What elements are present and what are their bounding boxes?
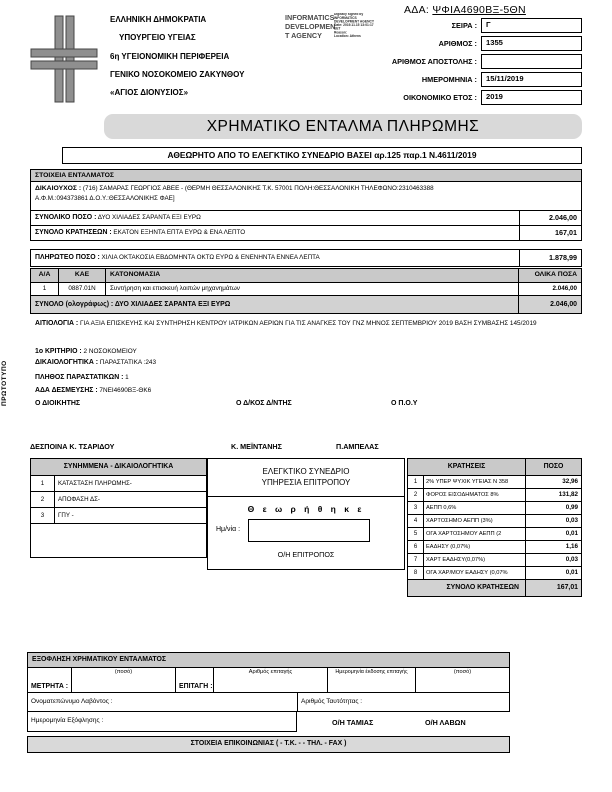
- original-watermark: ΠΡΩΤΟΤΥΠΟ: [1, 360, 8, 406]
- signatory-title-commander: Ο ΔΙΟΙΚΗΤΗΣ: [35, 400, 81, 407]
- attachment-number: 3: [31, 508, 55, 523]
- audit-box: [207, 458, 405, 570]
- signature-detail-line: INFORMATICS: [334, 16, 357, 20]
- deduction-row: [408, 476, 581, 489]
- voucher-count-note: [35, 373, 129, 383]
- settlement-section: [27, 652, 510, 732]
- org-line: ΓΕΝΙΚΟ ΝΟΣΟΚΟΜΕΙΟ ΖΑΚΥΝΘΟΥ: [110, 70, 245, 79]
- attachment-text: ΑΠΟΦΑΣΗ ΔΣ-: [58, 496, 100, 503]
- subtitle-box: ΑΘΕΩΡΗΤΟ ΑΠΟ ΤΟ ΕΛΕΓΚΤΙΚΟ ΣΥΝΕΔΡΙΟ ΒΑΣΕΙ αρ.125 παρ.1 Ν.4611/2019: [62, 147, 582, 164]
- page-title: ΧΡΗΜΑΤΙΚΟ ΕΝΤΑΛΜΑ ΠΛΗΡΩΜΗΣ: [104, 114, 582, 139]
- col-header-amount: ΟΛΙΚΑ ΠΟΣΑ: [534, 271, 577, 278]
- justification-label: ΑΙΤΙΟΛΟΓΙΑ :: [35, 320, 79, 327]
- payable-amount-text: [31, 250, 519, 266]
- total-amount-words: ΔΥΟ ΧΙΛΙΑΔΕΣ ΣΑΡΑΝΤΑ ΕΞΙ ΕΥΡΩ: [97, 214, 201, 221]
- signature-detail-line: Date: 2019.11.15 13:01:17: [334, 23, 374, 28]
- beneficiary-line2: Α.Φ.Μ.:094373861 Δ.Ο.Υ.:ΘΕΣΣΑΛΟΝΙΚΗΣ ΦΑΕ]: [35, 194, 175, 202]
- signature-detail-line: Reason:: [334, 31, 348, 35]
- col-header-desc: ΚΑΤΟΝΟΜΑΣΙΑ: [106, 269, 519, 282]
- cheque-date-field[interactable]: [328, 668, 416, 692]
- arithmos-label: ΑΡΙΘΜΟΣ :: [438, 39, 477, 48]
- stamp-line: INFORMATICS: [285, 13, 335, 22]
- deduction-num: 8: [408, 567, 424, 579]
- criterion-label: 1ο ΚΡΙΤΗΡΙΟ :: [35, 348, 82, 355]
- deductions-total-amount: 167,01: [556, 584, 578, 591]
- deduction-amount: 131,82: [558, 491, 578, 498]
- receiver-label: Ο/Η ΛΑΒΩΝ: [425, 718, 466, 727]
- cash-cell: [28, 668, 72, 692]
- justification-note: [35, 319, 581, 329]
- deduction-amount: 0,03: [565, 517, 578, 524]
- deduction-label: ΑΕΠΠ 0,6%: [424, 502, 526, 514]
- attachment-row: [31, 492, 206, 508]
- commitment-ada-value: 7ΝΕΙ4690ΒΞ-ΘΚ6: [99, 387, 152, 394]
- org-line: ΕΛΛΗΝΙΚΗ ΔΗΜΟΚΡΑΤΙΑ: [110, 15, 207, 24]
- signatory-name: Κ. ΜΕΪΝΤΑΝΗΣ: [231, 442, 282, 451]
- stamp-line: DEVELOPMEN: [285, 21, 336, 31]
- deduction-label: ΕΑΔΗΣΥ (0,07%): [424, 541, 526, 553]
- settlement-header: ΕΞΟΦΛΗΣΗ ΧΡΗΜΑΤΙΚΟΥ ΕΝΤΑΛΜΑΤΟΣ: [27, 652, 510, 668]
- total-amount-value: 2.046,00: [519, 211, 581, 225]
- deductions-amount-row: [30, 225, 582, 241]
- deductions-amount-label: ΣΥΝΟΛΟ ΚΡΑΤΗΣΕΩΝ :: [35, 229, 112, 236]
- cashier-label: Ο/Η ΤΑΜΙΑΣ: [332, 718, 374, 727]
- settlement-date-field[interactable]: Ημερομηνία Εξόφλησης :: [27, 711, 297, 732]
- deduction-amount: 0,99: [565, 504, 578, 511]
- signatory-name: Π.ΑΜΠΕΛΑΣ: [336, 442, 379, 451]
- recipient-name-field[interactable]: Ονοματεπώνυμο Λαβόντος :: [28, 693, 298, 711]
- audit-date-label: Ημ/νία :: [216, 526, 241, 533]
- attachment-row: [31, 508, 206, 524]
- deduction-row: [408, 541, 581, 554]
- deductions-table-header: [408, 459, 581, 476]
- deduction-row: [408, 502, 581, 515]
- approved-stamp-text: Θ ε ω ρ ή θ η κ ε: [247, 504, 365, 514]
- health-cross-logo: [30, 15, 98, 103]
- payable-amount-row: [30, 249, 582, 267]
- deduction-label: ΟΓΑ ΧΑΡΤΟΣΗΜΟΥ ΑΕΠΠ (2: [424, 528, 526, 540]
- kae-total-amount: 2.046,00: [550, 301, 577, 308]
- arithmos-apostolis-field[interactable]: [481, 54, 582, 69]
- deduction-num: 6: [408, 541, 424, 553]
- payable-amount-label: ΠΛΗΡΩΤΕΟ ΠΟΣΟ :: [35, 254, 100, 261]
- contact-info-bar: ΣΤΟΙΧΕΙΑ ΕΠΙΚΟΙΝΩΝΙΑΣ ( - Τ.Κ. - - ΤΗΛ. - FAX ): [27, 736, 510, 753]
- signature-detail-line: EET: [334, 27, 341, 31]
- attachment-text: ΓΠΥ -: [58, 512, 74, 519]
- org-line: «ΑΓΙΟΣ ΔΙΟΝΥΣΙΟΣ»: [110, 88, 189, 97]
- deduction-amount: 32,96: [562, 478, 578, 485]
- deduction-row: [408, 489, 581, 502]
- deduction-num: 7: [408, 554, 424, 566]
- deductions-total-label: ΣΥΝΟΛΟ ΚΡΑΤΗΣΕΩΝ: [408, 580, 526, 596]
- supporting-docs-value: ΠΑΡΑΣΤΑΤΙΚΑ :243: [99, 359, 157, 366]
- total-amount-text: [31, 211, 519, 225]
- deductions-header-label: ΚΡΑΤΗΣΕΙΣ: [408, 459, 526, 475]
- deductions-header-amount: ΠΟΣΟ: [543, 463, 564, 470]
- deduction-num: 1: [408, 476, 424, 488]
- deduction-num: 3: [408, 502, 424, 514]
- deduction-amount: 0,01: [565, 530, 578, 537]
- deductions-amount-words: ΕΚΑΤΟΝ ΕΞΗΝΤΑ ΕΠΤΑ ΕΥΡΩ & ΕΝΑ ΛΕΠΤΟ: [113, 229, 246, 236]
- audit-date-row: [208, 519, 404, 543]
- deduction-amount: 1,16: [565, 543, 578, 550]
- deduction-amount: 0,03: [565, 556, 578, 563]
- commitment-ada-note: [35, 386, 151, 396]
- total-amount-row: [30, 210, 582, 226]
- signatory-name: ΔΕΣΠΟΙΝΑ Κ. ΤΣΑΡΙΔΟΥ: [30, 442, 115, 451]
- payable-amount-words: ΧΙΛΙΑ ΟΚΤΑΚΟΣΙΑ ΕΒΔΟΜΗΝΤΑ ΟΚΤΩ ΕΥΡΩ & ΕΝΕΝΗΝΤΑ ΕΝΝΕΑ ΛΕΠΤΑ: [101, 254, 320, 261]
- cash-amount-hint: (ποσό): [114, 669, 133, 675]
- seira-field[interactable]: Γ: [481, 18, 582, 33]
- kae-table: [30, 268, 582, 314]
- cheque-date-hint: Ημερομηνία έκδοσης επιταγής: [335, 669, 408, 675]
- kae-table-total-row: [31, 295, 581, 313]
- attachment-number: 1: [31, 476, 55, 491]
- ada-line: [404, 4, 604, 16]
- signatory-title-poy: Ο Π.Ο.Υ: [391, 400, 418, 407]
- deduction-row: [408, 567, 581, 580]
- commitment-ada-label: ΑΔΑ ΔΕΣΜΕΥΣΗΣ :: [35, 387, 98, 394]
- kae-table-header: [31, 269, 581, 282]
- beneficiary-label: ΔΙΚΑΙΟΥΧΟΣ :: [35, 185, 82, 192]
- deduction-label: ΟΓΑ ΧΑΡ/ΜΟΥ ΕΑΔΗΣΥ (0,07%: [424, 567, 526, 579]
- cross-icon: [30, 15, 98, 103]
- ada-label: ΑΔΑ:: [404, 4, 430, 16]
- cheque-amount-hint: (ποσό): [453, 669, 472, 675]
- deduction-num: 2: [408, 489, 424, 501]
- cheque-cell: [176, 668, 214, 692]
- org-line: ΥΠΟΥΡΓΕΙΟ ΥΓΕΙΑΣ: [119, 33, 196, 42]
- commissioner-label: Ο/Η ΕΠΙΤΡΟΠΟΣ: [277, 550, 335, 559]
- section-header-stoixeia: ΣΤΟΙΧΕΙΑ ΕΝΤΑΛΜΑΤΟΣ: [30, 169, 582, 182]
- arithmos-apostolis-label: ΑΡΙΘΜΟΣ ΑΠΟΣΤΟΛΗΣ :: [391, 57, 477, 66]
- voucher-count-label: ΠΛΗΘΟΣ ΠΑΡΑΣΤΑΤΙΚΩΝ :: [35, 374, 124, 381]
- supporting-docs-label: ΔΙΚΑΙΟΛΟΓΗΤΙΚΑ :: [35, 359, 99, 366]
- deductions-table: [407, 458, 582, 597]
- criterion-value: 2 ΝΟΣΟΚΟΜΕΙΟΥ: [83, 348, 137, 355]
- settlement-row-date: [27, 712, 510, 732]
- settlement-row-recipient: [27, 693, 510, 712]
- deduction-label: 2% ΥΠΕΡ ΨΥΧΙΚ ΥΓΕΙΑΣ Ν 358: [424, 476, 526, 488]
- imerominia-label: ΗΜΕΡΟΜΗΝΙΑ :: [421, 75, 477, 84]
- oikonomiko-etos-field[interactable]: 2019: [481, 90, 582, 105]
- total-amount-label: ΣΥΝΟΛΙΚΟ ΠΟΣΟ :: [35, 214, 97, 221]
- arithmos-field[interactable]: 1355: [481, 36, 582, 51]
- supporting-docs-note: [35, 358, 156, 368]
- cell-desc: Συντήρηση και επισκευή λοιπών μηχανημάτων: [106, 283, 519, 295]
- col-header-aa: Α/Α: [31, 269, 59, 282]
- attachments-table: [30, 458, 207, 558]
- deductions-amount-text: [31, 226, 519, 240]
- signature-detail-line: Location: Athens: [334, 34, 361, 39]
- signatory-title-admin-director: Ο Δ/ΚΟΣ Δ/ΝΤΗΣ: [236, 400, 292, 407]
- justification-text: ΓΙΑ ΑΞΙΑ ΕΠΙΣΚΕΥΗΣ ΚΑΙ ΣΥΝΤΗΡΗΣΗ ΚΕΝΤΡΟΥ ΙΑΤΡΙΚΩΝ ΑΕΡΙΩΝ ΓΙΑ ΤΙΣ ΑΝΑΓΚΕΣ ΤΟΥ ΓΝΖ ΜΗΝΟΣ ΣΕΠΤΕΜΒΡΙΟΥ 2019 ΒΑΣΗ ΣΥΜΒΑΣΗΣ 145/2019: [79, 320, 537, 327]
- deductions-total-row: [408, 580, 581, 596]
- cell-kae: 0887.01Ν: [59, 283, 106, 295]
- cheque-amount-field[interactable]: [416, 668, 509, 692]
- audit-header-line1: ΕΛΕΓΚΤΙΚΟ ΣΥΝΕΔΡΙΟ: [262, 467, 350, 476]
- attachments-header: ΣΥΝΗΜΜΕΝΑ - ΔΙΚΑΙΟΛΟΓΗΤΙΚΑ: [31, 459, 206, 476]
- org-line: 6η ΥΓΕΙΟΝΟΜΙΚΗ ΠΕΡΙΦΕΡΕΙΑ: [110, 52, 230, 61]
- cheque-number-hint: Αριθμός επιταγής: [248, 669, 293, 675]
- deduction-amount: 0,01: [565, 569, 578, 576]
- beneficiary-box: [30, 181, 582, 211]
- deduction-row: [408, 554, 581, 567]
- cell-amount: 2.046,00: [552, 285, 577, 292]
- cash-label: ΜΕΤΡΗΤΑ :: [31, 683, 68, 690]
- audit-header: [208, 459, 404, 497]
- audit-header-line2: ΥΠΗΡΕΣΙΑ ΕΠΙΤΡΟΠΟΥ: [261, 478, 351, 487]
- beneficiary-line1: [35, 184, 577, 194]
- settlement-row-methods: [27, 668, 510, 693]
- cheque-label: ΕΠΙΤΑΓΗ :: [179, 683, 213, 690]
- signature-detail-line: Digitally signed by: [334, 13, 364, 17]
- col-header-kae: ΚΑΕ: [59, 269, 106, 282]
- deduction-label: ΧΑΡΤΟΣΗΜΟ ΑΕΠΠ (3%): [424, 515, 526, 527]
- deduction-row: [408, 515, 581, 528]
- criterion-note: [35, 347, 137, 357]
- attachment-number: 2: [31, 492, 55, 507]
- deduction-label: ΧΑΡΤ ΕΑΔΗΣΥ(0,07%): [424, 554, 526, 566]
- stamp-line: T AGENCY: [285, 30, 322, 40]
- voucher-count-value: 1: [125, 374, 129, 381]
- imerominia-field[interactable]: 15/11/2019: [481, 72, 582, 87]
- attachment-text: ΚΑΤΑΣΤΑΣΗ ΠΛΗΡΩΜΗΣ-: [58, 480, 132, 487]
- kae-table-row: [31, 282, 581, 295]
- seira-label: ΣΕΙΡΑ :: [451, 21, 477, 30]
- oikonomiko-etos-label: ΟΙΚΟΝΟΜΙΚΟ ΕΤΟΣ :: [403, 93, 477, 102]
- signature-detail-line: DEVELOPMENT AGENCY: [334, 20, 375, 24]
- payable-amount-value: 1.878,99: [519, 250, 581, 266]
- recipient-id-field[interactable]: Αριθμός Ταυτότητας :: [301, 698, 363, 705]
- deduction-row: [408, 528, 581, 541]
- attachment-row: [31, 476, 206, 492]
- deduction-label: ΦΟΡΟΣ ΕΙΣΟΔΗΜΑΤΟΣ 8%: [424, 489, 526, 501]
- deductions-amount-value: 167,01: [519, 226, 581, 240]
- cheque-number-field[interactable]: [214, 668, 328, 692]
- beneficiary-text: (716) ΣΑΜΑΡΑΣ ΓΕΩΡΓΙΟΣ ΑΒΕΕ - (ΘΕΡΜΗ ΘΕΣΣΑΛΟΝΙΚΗΣ Τ.Κ. 57001 ΠΟΛΗ:ΘΕΣΣΑΛΟΝΙΚΗ ΤΗΛΕΦΩΝΟ:2310463388: [82, 185, 434, 192]
- cell-aa: 1: [31, 283, 59, 295]
- deduction-num: 5: [408, 528, 424, 540]
- cash-amount-field[interactable]: [72, 668, 176, 692]
- deduction-num: 4: [408, 515, 424, 527]
- audit-date-field[interactable]: [248, 519, 370, 542]
- ada-value: ΨΦΙΑ4690ΒΞ-5ΘΝ: [432, 4, 526, 16]
- kae-total-label: ΣΥΝΟΛΟ (ολογράφως) : ΔΥΟ ΧΙΛΙΑΔΕΣ ΣΑΡΑΝΤΑ ΕΞΙ ΕΥΡΩ: [31, 296, 519, 313]
